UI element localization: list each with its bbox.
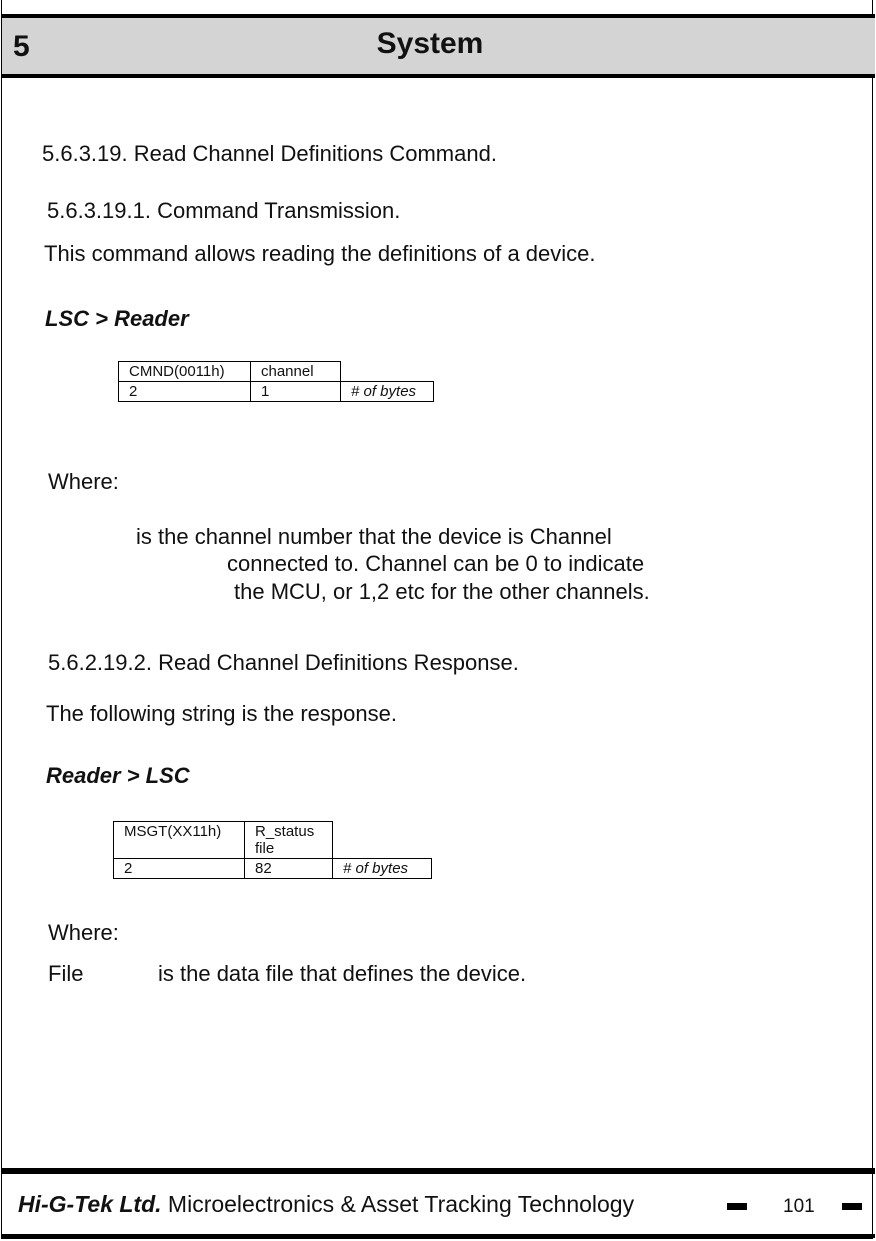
table-cell-bytes-label: # of bytes <box>341 382 434 402</box>
file-label: file <box>255 840 275 857</box>
subsection-heading-transmission: 5.6.3.19.1. Command Transmission. <box>47 198 401 223</box>
channel-definition-line-1: is the channel number that the device is Channel <box>136 524 612 549</box>
direction-reader-to-lsc: Reader > LSC <box>46 763 190 788</box>
transmission-description: This command allows reading the definitions of a device. <box>44 241 596 266</box>
section-heading: 5.6.3.19. Read Channel Definitions Command. <box>42 141 497 166</box>
chapter-title: System <box>376 27 484 60</box>
file-term: File <box>48 961 84 986</box>
response-description: The following string is the response. <box>46 701 397 726</box>
chapter-number: 5 <box>13 30 30 63</box>
page-border <box>1 0 873 1239</box>
where-label-1: Where: <box>48 469 119 494</box>
company-name: Hi-G-Tek Ltd. <box>18 1191 162 1217</box>
page-number: 101 <box>783 1196 815 1217</box>
file-definition: is the data file that defines the device. <box>158 961 527 986</box>
table-cell-bytes-cmnd: 2 <box>119 382 251 402</box>
table-cell-bytes-channel: 1 <box>251 382 341 402</box>
table-cell-bytes-rstatus: 82 <box>245 859 333 879</box>
table-cell-bytes-label: # of bytes <box>333 859 432 879</box>
page-number-dash-right <box>842 1203 862 1210</box>
channel-definition-line-2: connected to. Channel can be 0 to indicate <box>227 551 645 576</box>
table-cell-cmnd: CMND(0011h) <box>119 362 251 382</box>
where-label-2: Where: <box>48 920 119 945</box>
company-tagline: Microelectronics & Asset Tracking Technology <box>167 1191 635 1217</box>
table-cell-empty <box>333 822 432 859</box>
channel-definition-line-3: the MCU, or 1,2 etc for the other channels. <box>234 579 650 604</box>
direction-lsc-to-reader: LSC > Reader <box>45 306 189 331</box>
table-cell-channel: channel <box>251 362 341 382</box>
footer-company <box>18 1191 634 1218</box>
table-cell-rstatus <box>245 822 333 859</box>
rstatus-label: R_status <box>255 823 315 840</box>
subsection-heading-response: 5.6.2.19.2. Read Channel Definitions Response. <box>48 650 519 675</box>
command-table <box>118 361 434 402</box>
table-cell-bytes-msgt: 2 <box>114 859 245 879</box>
page-number-dash-left <box>727 1203 747 1210</box>
table-cell-msgt: MSGT(XX11h) <box>114 822 245 859</box>
table-cell-empty <box>341 362 434 382</box>
response-table <box>113 821 432 879</box>
